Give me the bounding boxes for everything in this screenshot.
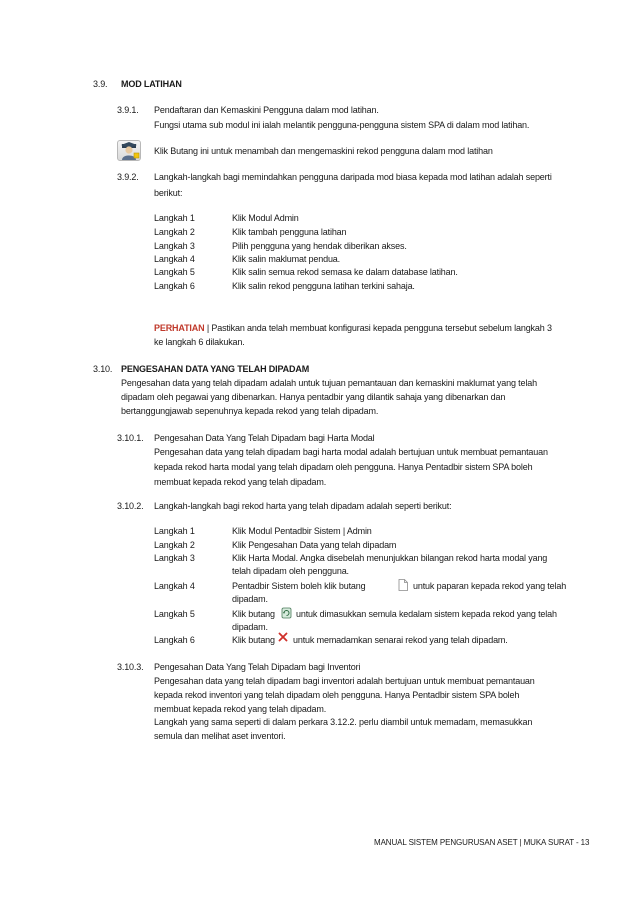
- step-text: Klik butang: [232, 609, 275, 619]
- step-label: Langkah 3: [154, 553, 195, 563]
- restore-icon: [281, 606, 292, 618]
- page-footer: MANUAL SISTEM PENGURUSAN ASET | MUKA SURAT - 13: [374, 838, 590, 847]
- section-title: MOD LATIHAN: [121, 79, 182, 89]
- step-label: Langkah 3: [154, 241, 195, 251]
- step-label: Langkah 4: [154, 254, 195, 264]
- paragraph-line: Pengesahan data yang telah dipadam bagi harta modal adalah bertujuan untuk membuat pemantauan: [154, 447, 548, 457]
- paragraph-line: Langkah-langkah bagi memindahkan pengguna daripada mod biasa kepada mod latihan adalah seperti: [154, 172, 552, 182]
- subsection-number: 3.10.3.: [117, 662, 144, 672]
- paragraph-line: Pengesahan data yang telah dipadam bagi inventori adalah bertujuan untuk membuat pemantauan: [154, 676, 535, 686]
- delete-icon: [278, 629, 288, 639]
- paragraph-line: semula dan melihat aset inventori.: [154, 731, 286, 741]
- paragraph-line: bertanggungjawab sepenuhnya kepada rekod yang telah dipadam.: [121, 406, 379, 416]
- step-text: untuk dimasukkan semula kedalam sistem kepada rekod yang telah: [296, 609, 557, 619]
- step-label: Langkah 4: [154, 581, 195, 591]
- section-title: PENGESAHAN DATA YANG TELAH DIPADAM: [121, 364, 310, 374]
- step-label: Langkah 2: [154, 540, 195, 550]
- step-label: Langkah 1: [154, 213, 195, 223]
- step-text: Klik salin semua rekod semasa ke dalam database latihan.: [232, 267, 458, 277]
- step-text: Klik Harta Modal. Angka disebelah menunjukkan bilangan rekod harta modal yang: [232, 553, 548, 563]
- subsection-number: 3.10.2.: [117, 501, 144, 511]
- paragraph-line: kepada rekod harta modal yang telah dipadam oleh pengguna. Hanya Pentadbir sistem SPA boleh: [154, 462, 533, 472]
- subsection-number: 3.9.2.: [117, 172, 139, 182]
- section-number: 3.10.: [93, 364, 113, 374]
- step-label: Langkah 5: [154, 267, 195, 277]
- step-text: untuk memadamkan senarai rekod yang telah dipadam.: [293, 635, 508, 645]
- step-text: Pentadbir Sistem boleh klik butang: [232, 581, 366, 591]
- subsection-title: Pengesahan Data Yang Telah Dipadam bagi Inventori: [154, 662, 361, 672]
- view-record-icon: [398, 578, 408, 590]
- step-label: Langkah 1: [154, 526, 195, 536]
- step-label: Langkah 6: [154, 281, 195, 291]
- paragraph-line: membuat kepada rekod yang telah dipadam.: [154, 477, 327, 487]
- step-text: Pilih pengguna yang hendak diberikan akses.: [232, 241, 407, 251]
- paragraph-line: Langkah-langkah bagi rekod harta yang telah dipadam adalah seperti berikut:: [154, 501, 452, 511]
- step-text: Klik tambah pengguna latihan: [232, 227, 347, 237]
- subsection-number: 3.10.1.: [117, 433, 144, 443]
- note-label: PERHATIAN: [154, 323, 205, 333]
- step-label: Langkah 6: [154, 635, 195, 645]
- step-text: Klik butang: [232, 635, 275, 645]
- note-text: | Pastikan anda telah membuat konfigurasi kepada pengguna tersebut sebelum langkah 3: [204, 323, 552, 333]
- icon-description: Klik Butang ini untuk menambah dan mengemaskini rekod pengguna dalam mod latihan: [154, 146, 493, 156]
- subsection-title: Pengesahan Data Yang Telah Dipadam bagi Harta Modal: [154, 433, 375, 443]
- paragraph-line: Langkah yang sama seperti di dalam perkara 3.12.2. perlu diambil untuk memadam, memasukkan: [154, 717, 533, 727]
- step-text: dipadam.: [232, 622, 268, 632]
- step-text: Klik Modul Pentadbir Sistem | Admin: [232, 526, 372, 536]
- note-line: [154, 322, 552, 335]
- paragraph-line: berikut:: [154, 188, 183, 198]
- note-line: ke langkah 6 dilakukan.: [154, 337, 245, 347]
- paragraph-line: Fungsi utama sub modul ini ialah melantik pengguna-pengguna sistem SPA di dalam mod latihan.: [154, 120, 530, 130]
- step-text: Klik salin rekod pengguna latihan terkini sahaja.: [232, 281, 415, 291]
- step-label: Langkah 5: [154, 609, 195, 619]
- subsection-title: Pendaftaran dan Kemaskini Pengguna dalam mod latihan.: [154, 105, 379, 115]
- subsection-number: 3.9.1.: [117, 105, 139, 115]
- paragraph-line: kepada rekod inventori yang telah dipadam oleh pengguna. Hanya Pentadbir sistem SPA boleh: [154, 690, 520, 700]
- user-add-icon: [117, 140, 141, 161]
- step-text: untuk paparan kepada rekod yang telah: [413, 581, 567, 591]
- step-text: telah dipadam oleh pengguna.: [232, 566, 349, 576]
- step-text: Klik salin maklumat pendua.: [232, 254, 341, 264]
- paragraph-line: dipadam oleh pegawai yang dibenarkan. Hanya pentadbir yang dilantik sahaja yang dibenarkan dan: [121, 392, 506, 402]
- paragraph-line: membuat kepada rekod yang telah dipadam.: [154, 704, 327, 714]
- section-number: 3.9.: [93, 79, 108, 89]
- step-label: Langkah 2: [154, 227, 195, 237]
- step-text: Klik Pengesahan Data yang telah dipadam: [232, 540, 397, 550]
- step-text: Klik Modul Admin: [232, 213, 299, 223]
- paragraph-line: Pengesahan data yang telah dipadam adalah untuk tujuan pemantauan dan kemaskini maklumat yang telah: [121, 378, 537, 388]
- step-text: dipadam.: [232, 594, 268, 604]
